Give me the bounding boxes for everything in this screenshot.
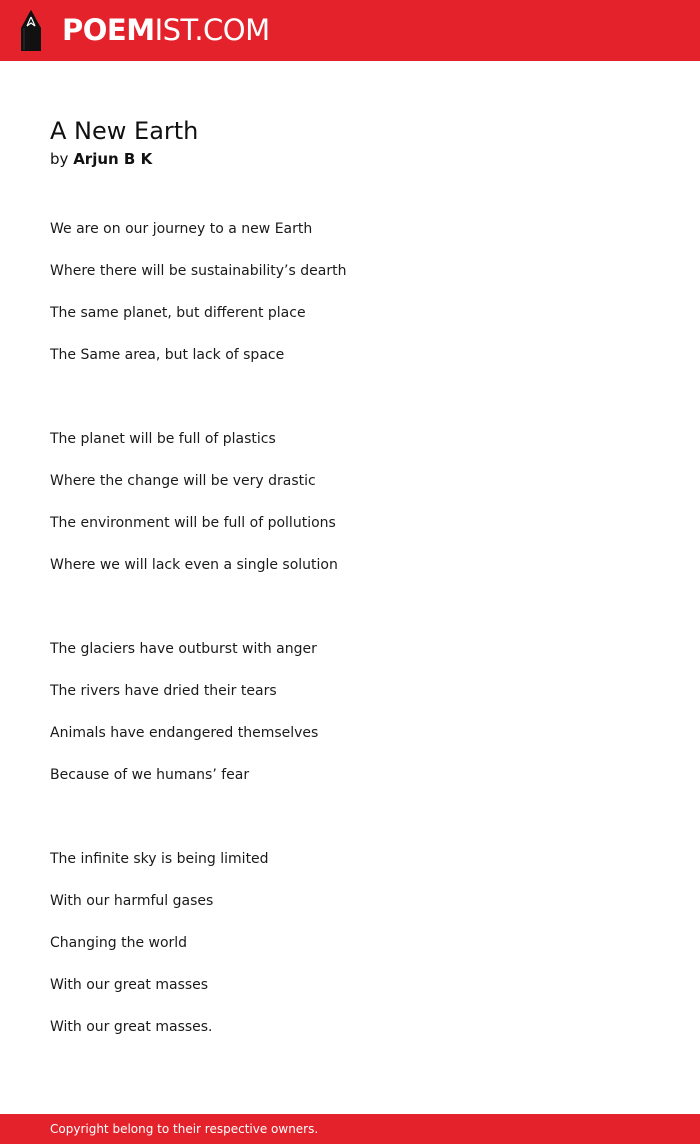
by-label: by bbox=[50, 150, 69, 168]
poem-line: The planet will be full of plastics bbox=[50, 431, 276, 447]
poem-line: Where we will lack even a single solution bbox=[50, 557, 338, 573]
poem-line: The rivers have dried their tears bbox=[50, 683, 277, 699]
pencil-icon[interactable] bbox=[18, 9, 44, 53]
copyright-notice: Copyright belong to their respective owners. bbox=[50, 1122, 319, 1136]
poem-body bbox=[50, 218, 650, 1058]
site-header bbox=[0, 0, 700, 61]
poem-line: We are on our journey to a new Earth bbox=[50, 221, 313, 237]
logo-light-text: IST.COM bbox=[154, 13, 270, 47]
poem-line: The Same area, but lack of space bbox=[50, 347, 285, 363]
poem-line: The same planet, but different place bbox=[50, 305, 306, 321]
stanza-break bbox=[50, 386, 650, 428]
poem-line: With our harmful gases bbox=[50, 893, 214, 909]
stanza-break bbox=[50, 806, 650, 848]
poem-line: With our great masses. bbox=[50, 1019, 213, 1035]
poem-line: The glaciers have outburst with anger bbox=[50, 641, 317, 657]
poem-line: Where the change will be very drastic bbox=[50, 473, 316, 489]
poem-line: The infinite sky is being limited bbox=[50, 851, 269, 867]
poem-line: Because of we humans’ fear bbox=[50, 767, 250, 783]
logo-strong-text: POEM bbox=[62, 13, 155, 47]
poem-line: The environment will be full of pollutions bbox=[50, 515, 336, 531]
poem-line: With our great masses bbox=[50, 977, 209, 993]
site-logo[interactable] bbox=[62, 12, 270, 48]
poem-title: A New Earth bbox=[50, 117, 199, 145]
site-footer bbox=[0, 1114, 700, 1144]
poem-line: Animals have endangered themselves bbox=[50, 725, 319, 741]
poem-line: Where there will be sustainability’s dearth bbox=[50, 263, 347, 279]
poem-author: Arjun B K bbox=[73, 150, 153, 168]
poem-line: Changing the world bbox=[50, 935, 188, 951]
stanza-break bbox=[50, 596, 650, 638]
poem-byline bbox=[50, 148, 152, 170]
